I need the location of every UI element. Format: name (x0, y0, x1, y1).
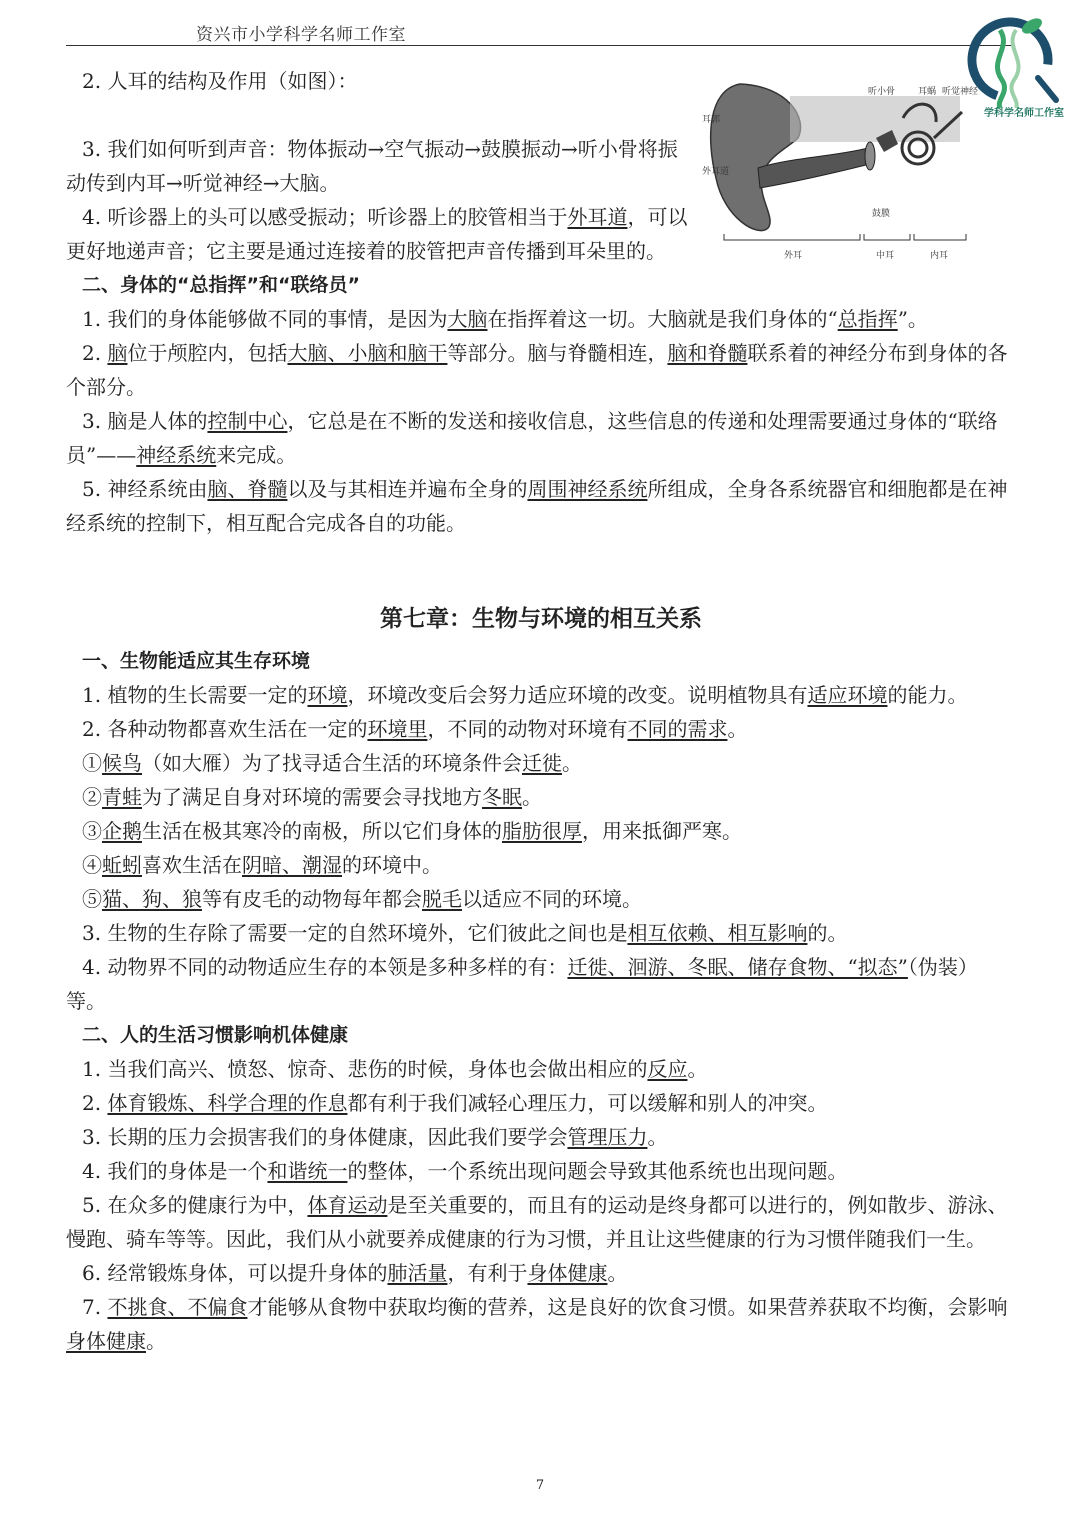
brain-point-5: 5. 神经系统由脑、脊髓以及与其相连并遍布全身的周围神经系统所组成，全身各系统器官和细胞都是在神经系统的控制下，相互配合完成各自的功能。 (66, 477, 1008, 535)
label-auricle: 耳郭 (702, 115, 721, 125)
habit-point-7: 7. 不挑食、不偏食才能够从食物中获取均衡的营养，这是良好的饮食习惯。如果营养获取不均衡，会影响身体健康。 (66, 1295, 1008, 1353)
label-auditory-nerve: 听觉神经 (942, 87, 979, 97)
label-cochlea: 耳蜗 (918, 87, 937, 97)
header-title: 资兴市小学科学名师工作室 (196, 25, 406, 45)
adapt-example-5: ⑤猫、狗、狼等有皮毛的动物每年都会脱毛以适应不同的环境。 (82, 887, 642, 911)
adapt-point-1: 1. 植物的生长需要一定的环境，环境改变后会努力适应环境的改变。说明植物具有适应环境的能力。 (82, 683, 968, 707)
label-outer-ear: 外耳 (784, 251, 803, 261)
section-heading-habits: 二、人的生活习惯影响机体健康 (82, 1024, 349, 1046)
adapt-example-3: ③企鹅生活在极其寒冷的南极，所以它们身体的脂肪很厚，用来抵御严寒。 (82, 819, 742, 843)
header-divider (66, 45, 1012, 46)
ear-point-3: 3. 我们如何听到声音：物体振动→空气振动→鼓膜振动→听小骨将振动传到内耳→听觉神经→大脑。 (66, 137, 678, 195)
habit-point-6: 6. 经常锻炼身体，可以提升身体的肺活量，有利于身体健康。 (82, 1261, 628, 1285)
ear-point-2: 2. 人耳的结构及作用（如图）： (82, 69, 358, 93)
habit-point-2: 2. 体育锻炼、科学合理的作息都有利于我们减轻心理压力，可以缓解和别人的冲突。 (82, 1091, 828, 1115)
adapt-point-3: 3. 生物的生存除了需要一定的自然环境外，它们彼此之间也是相互依赖、相互影响的。 (82, 921, 848, 945)
chapter-title: 第七章：生物与环境的相互关系 (380, 606, 702, 632)
label-middle-ear: 中耳 (876, 251, 895, 261)
habit-point-3: 3. 长期的压力会损害我们的身体健康，因此我们要学会管理压力。 (82, 1125, 668, 1149)
habit-point-1: 1. 当我们高兴、愤怒、惊奇、悲伤的时候，身体也会做出相应的反应。 (82, 1057, 708, 1081)
label-inner-ear: 内耳 (930, 251, 949, 261)
ear-point-4: 4. 听诊器上的头可以感受振动；听诊器上的胶管相当于外耳道，可以更好地递声音；它主要是通过连接着的胶管把声音传播到耳朵里的。 (66, 205, 688, 263)
adapt-example-4: ④蚯蚓喜欢生活在阴暗、潮湿的环境中。 (82, 853, 442, 877)
section-heading-brain: 二、身体的“总指挥”和“联络员” (82, 274, 360, 296)
label-ossicles: 听小骨 (868, 87, 896, 97)
page-number: 7 (535, 1478, 545, 1493)
brain-point-3: 3. 脑是人体的控制中心，它总是在不断的发送和接收信息，这些信息的传递和处理需要通过身体的“联络员”——神经系统来完成。 (66, 409, 998, 467)
label-ear-canal: 外耳道 (702, 167, 730, 177)
adapt-point-4: 4. 动物界不同的动物适应生存的本领是多种多样的有：迁徙、洄游、冬眠、储存食物、“拟态”（伪装）等。 (66, 955, 978, 1013)
logo-text: 学科学名师工作室 (984, 108, 1064, 119)
adapt-example-1: ①候鸟（如大雁）为了找寻适合生活的环境条件会迁徙。 (82, 751, 582, 775)
adapt-example-2: ②青蛙为了满足自身对环境的需要会寻找地方冬眠。 (82, 785, 542, 809)
brain-point-1: 1. 我们的身体能够做不同的事情，是因为大脑在指挥着这一切。大脑就是我们身体的“总指挥”。 (82, 307, 928, 331)
brain-point-2: 2. 脑位于颅腔内，包括大脑、小脑和脑干等部分。脑与脊髓相连，脑和脊髓联系着的神经分布到身体的各个部分。 (66, 341, 1008, 399)
habit-point-4: 4. 我们的身体是一个和谐统一的整体，一个系统出现问题会导致其他系统也出现问题。 (82, 1159, 848, 1183)
adapt-point-2: 2. 各种动物都喜欢生活在一定的环境里，不同的动物对环境有不同的需求。 (82, 717, 748, 741)
habit-point-5: 5. 在众多的健康行为中，体育运动是至关重要的，而且有的运动是终身都可以进行的，例如散步、游泳、慢跑、骑车等等。因此，我们从小就要养成健康的行为习惯，并且让这些健康的行为习惯伴随我们一生。 (66, 1193, 1008, 1251)
document-body (66, 64, 1016, 1358)
label-eardrum: 鼓膜 (872, 209, 891, 219)
section-heading-adaptation: 一、生物能适应其生存环境 (82, 650, 311, 672)
